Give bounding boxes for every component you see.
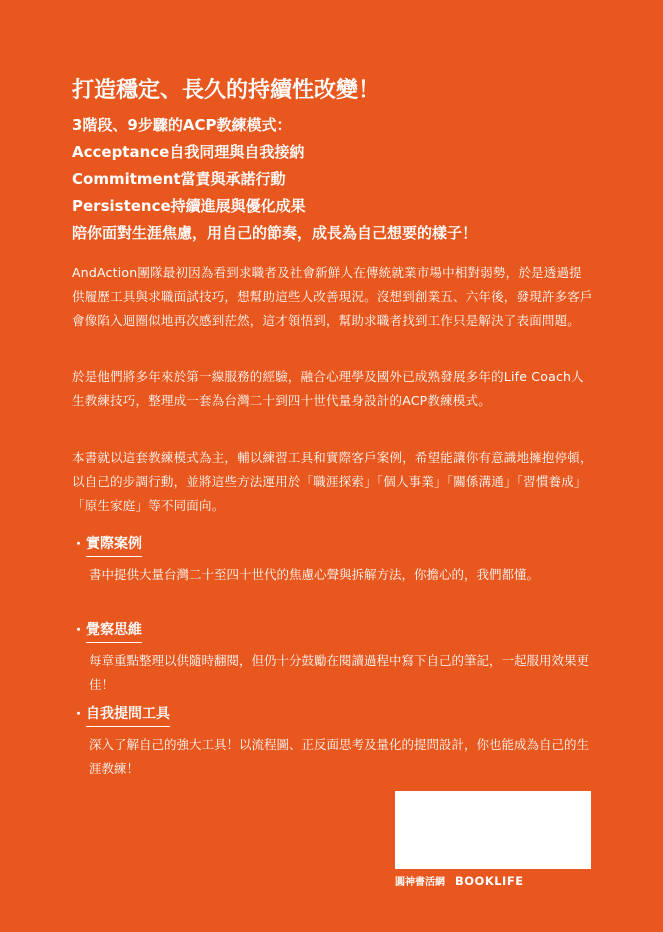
subhead-acp-model: 3階段、9步驟的ACP教練模式： [72,116,292,134]
feature-title: 實際案例 [86,533,142,557]
feature-real-cases [72,533,594,587]
subheads [72,112,632,247]
feature-title: 自我提問工具 [86,703,170,727]
paragraph-method: 於是他們將多年來於第一線服務的經驗，融合心理學及國外已成熟發展多年的Life Coach人生教練技巧，整理成一套為台灣二十到四十世代量身設計的ACP教練模式。 [72,369,584,408]
imprint-logo: 圓神書活網 [395,877,445,888]
publisher-logos [395,873,591,888]
feature-desc: 深入了解自己的強大工具！以流程圖、正反面思考及量化的提問設計，你也能成為自己的生涯教練！ [89,737,590,776]
subhead-persistence: Persistence持續進展與優化成果 [72,197,306,215]
feature-desc: 書中提供大量台灣二十至四十世代的焦慮心聲與拆解方法，你擔心的，我們都懂。 [89,567,540,582]
paragraph-intro: AndAction團隊最初因為看到求職者及社會新鮮人在傳統就業市場中相對弱勢，於是透過提供履歷工具與求職面試技巧，想幫助這些人改善現況。沒想到創業五、六年後，發現許多客戶會像陷入迴圈似地再次感到茫然，這才領悟到，幫助求職者找到工作只是解決了表面問題。 [72,265,593,328]
bullet-icon: ・ [72,537,86,552]
paragraph-book: 本書就以這套教練模式為主，輔以練習工具和實際客戶案例，希望能讓你有意識地擁抱停頓，以自己的步調行動，並將這些方法運用於「職涯探索」「個人事業」「關係溝通」「習慣養成」「原生家庭」等不同面向。 [72,450,593,513]
barcode-area [395,791,591,869]
feature-title: 覺察思維 [86,619,142,643]
bullet-icon: ・ [72,623,86,638]
feature-desc: 每章重點整理以供隨時翻閱，但仍十分鼓勵在閱讀過程中寫下自己的筆記，一起服用效果更佳！ [89,653,590,692]
subhead-tagline: 陪你面對生涯焦慮，用自己的節奏，成長為自己想要的樣子！ [72,224,478,242]
feature-self-questioning [72,703,594,781]
booklife-logo: BOOKLIFE [455,873,524,888]
subhead-commitment: Commitment當責與承諾行動 [72,170,286,188]
headline: 打造穩定、長久的持續性改變！ [72,78,381,103]
subhead-acceptance: Acceptance自我同理與自我接納 [72,143,305,161]
bullet-icon: ・ [72,707,86,722]
feature-awareness [72,619,594,697]
